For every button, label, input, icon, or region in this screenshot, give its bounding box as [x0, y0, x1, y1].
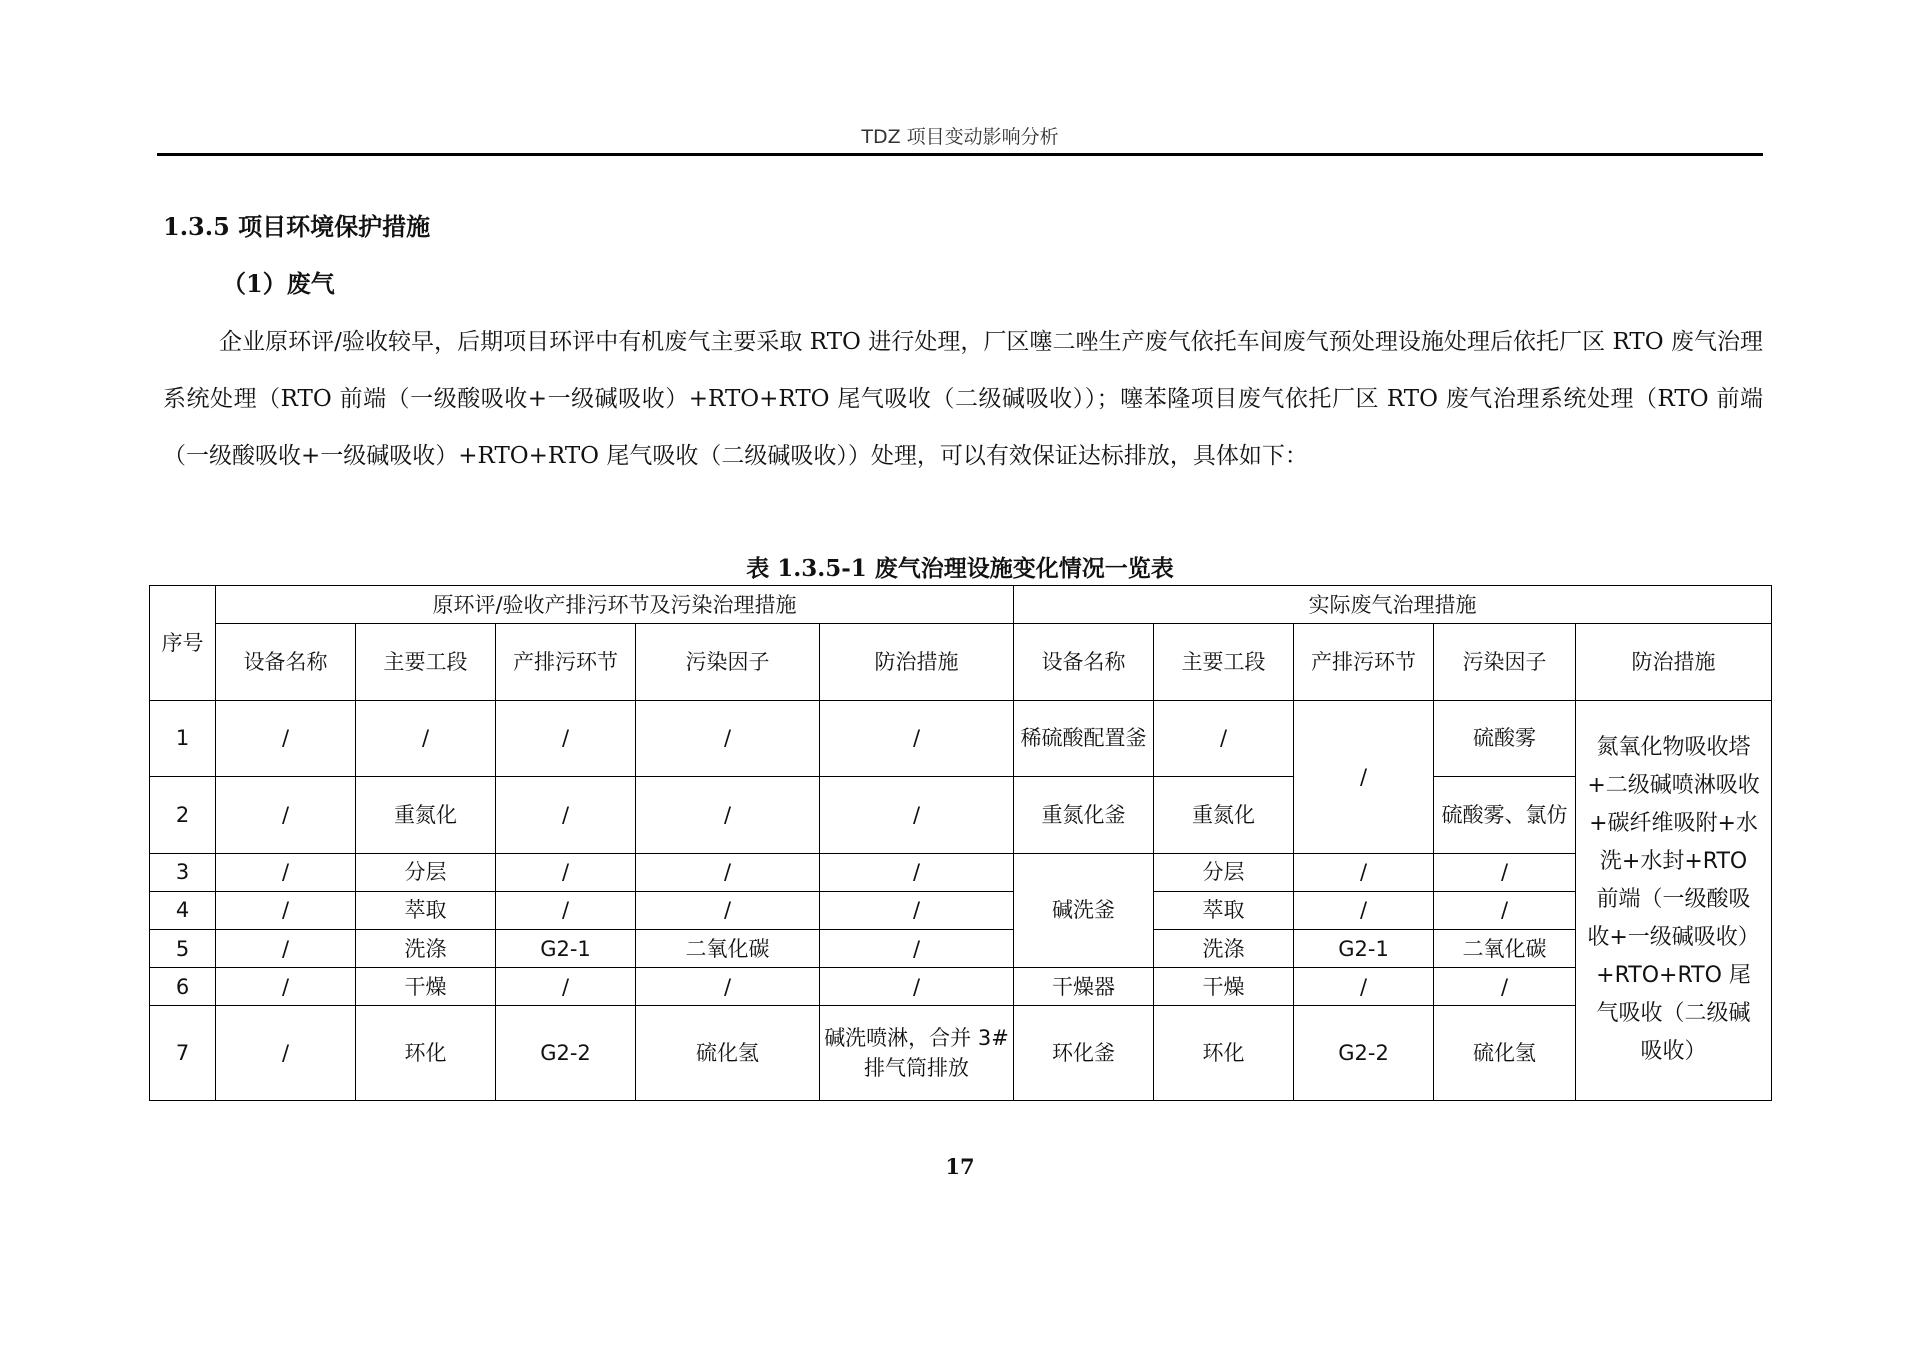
cell-o-section: 环化 [356, 1006, 496, 1101]
cell-a-node: / [1294, 968, 1434, 1006]
header-group-original: 原环评/验收产排污环节及污染治理措施 [216, 586, 1014, 624]
header-section: 主要工段 [356, 624, 496, 700]
cell-o-equipment: / [216, 968, 356, 1006]
cell-a-node: G2-2 [1294, 1006, 1434, 1101]
cell-a-factor: 硫酸雾 [1434, 700, 1576, 776]
cell-o-equipment: / [216, 1006, 356, 1101]
cell-o-node: / [496, 853, 636, 891]
table-row [150, 777, 1772, 853]
cell-o-node: G2-2 [496, 1006, 636, 1101]
header-factor: 污染因子 [1434, 624, 1576, 700]
table-row [150, 700, 1772, 776]
cell-a-factor: 硫化氢 [1434, 1006, 1576, 1101]
cell-o-equipment: / [216, 929, 356, 967]
cell-o-equipment: / [216, 777, 356, 853]
table-row [150, 968, 1772, 1006]
running-header: TDZ 项目变动影响分析 [861, 126, 1059, 148]
cell-no: 7 [150, 1006, 216, 1101]
table-subheader-row [150, 624, 1772, 700]
cell-o-section: 分层 [356, 853, 496, 891]
cell-o-factor: 二氧化碳 [636, 929, 820, 967]
cell-o-measure: / [820, 700, 1014, 776]
cell-o-equipment: / [216, 700, 356, 776]
cell-a-factor: / [1434, 853, 1576, 891]
header-node: 产排污环节 [1294, 624, 1434, 700]
section-heading: 1.3.5 项目环境保护措施 [163, 212, 431, 241]
cell-a-equipment: 碱洗釜 [1014, 853, 1154, 968]
cell-o-node: / [496, 777, 636, 853]
cell-a-section: 萃取 [1154, 891, 1294, 929]
cell-o-node: G2-1 [496, 929, 636, 967]
cell-o-factor: 硫化氢 [636, 1006, 820, 1101]
body-paragraph: 企业原环评/验收较早，后期项目环评中有机废气主要采取 RTO 进行处理，厂区噻二唑生产废气依托车间废气预处理设施处理后依托厂区 RTO 废气治理系统处理（RTO 前端（一级酸吸收+一级碱吸收）+RTO+RTO 尾气吸收（二级碱吸收））；噻苯隆项目废气依托厂区 RTO 废气治理系统处理（RTO 前端（一级酸吸收+一级碱吸收）+RTO+RTO 尾气吸收（二级碱吸收））处理，可以有效保证达标排放，具体如下： [163, 329, 1763, 469]
cell-o-measure: / [820, 929, 1014, 967]
cell-a-section: 重氮化 [1154, 777, 1294, 853]
cell-o-node: / [496, 968, 636, 1006]
cell-o-factor: / [636, 853, 820, 891]
cell-a-equipment: 稀硫酸配置釜 [1014, 700, 1154, 776]
cell-o-node: / [496, 891, 636, 929]
table-header-row [150, 586, 1772, 624]
cell-no: 6 [150, 968, 216, 1006]
cell-a-equipment: 环化釜 [1014, 1006, 1154, 1101]
cell-a-node: G2-1 [1294, 929, 1434, 967]
cell-o-equipment: / [216, 891, 356, 929]
cell-o-section: 洗涤 [356, 929, 496, 967]
cell-a-equipment: 干燥器 [1014, 968, 1154, 1006]
table-row [150, 853, 1772, 891]
header-factor: 污染因子 [636, 624, 820, 700]
cell-a-section: 环化 [1154, 1006, 1294, 1101]
table-row [150, 1006, 1772, 1101]
cell-a-factor: 二氧化碳 [1434, 929, 1576, 967]
cell-no: 1 [150, 700, 216, 776]
page-number: 17 [945, 1154, 975, 1179]
cell-o-node: / [496, 700, 636, 776]
header-node: 产排污环节 [496, 624, 636, 700]
cell-a-section: 洗涤 [1154, 929, 1294, 967]
cell-o-measure: 碱洗喷淋，合并 3# 排气筒排放 [820, 1006, 1014, 1101]
header-equipment: 设备名称 [216, 624, 356, 700]
cell-o-factor: / [636, 891, 820, 929]
cell-a-section: 干燥 [1154, 968, 1294, 1006]
cell-no: 5 [150, 929, 216, 967]
cell-a-node: / [1294, 700, 1434, 853]
emission-measures-table [149, 585, 1772, 1101]
header-equipment: 设备名称 [1014, 624, 1154, 700]
table-row [150, 891, 1772, 929]
cell-o-factor: / [636, 777, 820, 853]
cell-o-section: 干燥 [356, 968, 496, 1006]
cell-o-factor: / [636, 700, 820, 776]
header-group-actual: 实际废气治理措施 [1014, 586, 1772, 624]
cell-a-node: / [1294, 853, 1434, 891]
cell-a-measure-merged: 氮氧化物吸收塔+二级碱喷淋吸收+碳纤维吸附+水洗+水封+RTO 前端（一级酸吸收+一级碱吸收）+RTO+RTO 尾气吸收（二级碱吸收） [1576, 700, 1772, 1100]
cell-o-equipment: / [216, 853, 356, 891]
cell-a-section: 分层 [1154, 853, 1294, 891]
header-measure: 防治措施 [820, 624, 1014, 700]
cell-no: 3 [150, 853, 216, 891]
cell-a-factor: / [1434, 968, 1576, 1006]
header-rule [157, 153, 1763, 156]
cell-o-section: 萃取 [356, 891, 496, 929]
cell-no: 2 [150, 777, 216, 853]
cell-o-section: 重氮化 [356, 777, 496, 853]
cell-no: 4 [150, 891, 216, 929]
cell-a-factor: 硫酸雾、氯仿 [1434, 777, 1576, 853]
cell-o-measure: / [820, 891, 1014, 929]
cell-a-equipment: 重氮化釜 [1014, 777, 1154, 853]
cell-o-measure: / [820, 777, 1014, 853]
header-section: 主要工段 [1154, 624, 1294, 700]
cell-o-measure: / [820, 853, 1014, 891]
header-seq: 序号 [150, 586, 216, 701]
table-row [150, 929, 1772, 967]
cell-o-section: / [356, 700, 496, 776]
header-measure: 防治措施 [1576, 624, 1772, 700]
cell-o-measure: / [820, 968, 1014, 1006]
cell-o-factor: / [636, 968, 820, 1006]
cell-a-factor: / [1434, 891, 1576, 929]
table-caption: 表 1.3.5-1 废气治理设施变化情况一览表 [746, 555, 1174, 582]
cell-a-node: / [1294, 891, 1434, 929]
cell-a-section: / [1154, 700, 1294, 776]
subsection-heading: （1）废气 [222, 269, 335, 298]
